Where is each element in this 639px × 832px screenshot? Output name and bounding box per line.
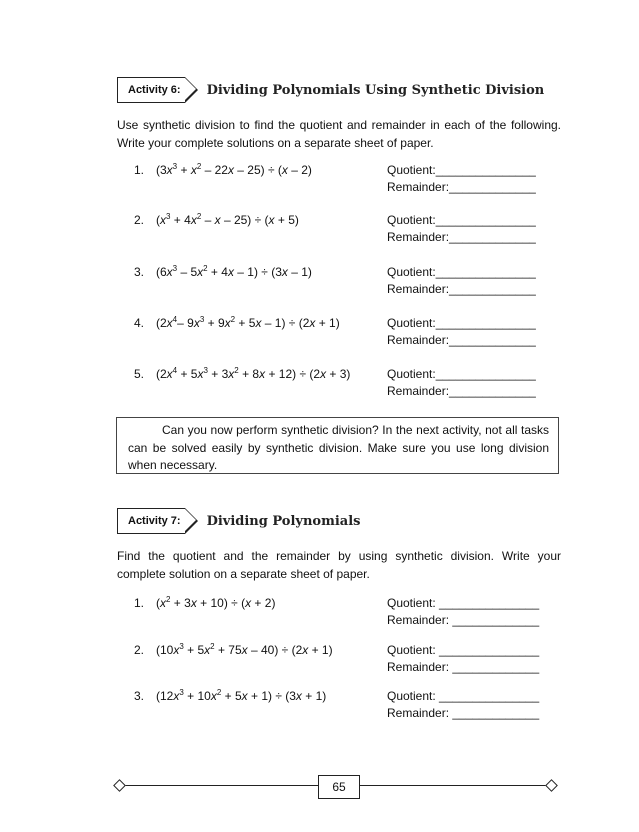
remainder-blank[interactable]: Remainder:_____________ <box>387 384 536 398</box>
footer-diamond-right <box>545 779 558 792</box>
answer-6-5 <box>387 366 536 400</box>
remainder-blank[interactable]: Remainder:_____________ <box>387 282 536 296</box>
note-box <box>116 417 559 474</box>
quotient-blank[interactable]: Quotient:_______________ <box>387 316 536 330</box>
remainder-blank[interactable]: Remainder: _____________ <box>387 706 540 720</box>
activity-7-instructions: Find the quotient and the remainder by using synthetic division. Write your complete solution on a separate sheet of paper. <box>117 549 561 581</box>
answer-7-2 <box>387 642 539 676</box>
problem-7-1: 1. $(x^2 + 3x + 10) \div (x + 2)$ <box>134 595 276 610</box>
answer-7-1 <box>387 595 539 629</box>
answer-6-2 <box>387 212 536 246</box>
answer-6-1 <box>387 162 536 196</box>
answer-6-3 <box>387 264 536 298</box>
remainder-blank[interactable]: Remainder:_____________ <box>387 333 536 347</box>
problem-7-3: 3. $(12x^3 + 10x^2 + 5x + 1) \div (3x + 1)$ <box>134 688 327 703</box>
quotient-blank[interactable]: Quotient:_______________ <box>387 265 536 279</box>
problem-6-2: 2. $(x^3 + 4x^2 - x - 25) \div (x + 5)$ <box>134 212 299 227</box>
answer-7-3 <box>387 688 539 722</box>
answer-6-4 <box>387 315 536 349</box>
problem-6-5: 5. $(2x^4 + 5x^3 + 3x^2 + 8x + 12) \div (2x + 3)$ <box>134 366 351 381</box>
quotient-blank[interactable]: Quotient:_______________ <box>387 367 536 381</box>
footer-diamond-left <box>113 779 126 792</box>
activity-6-label: Activity 6: <box>117 77 185 103</box>
activity-7-header <box>117 508 360 534</box>
problem-7-2: 2. $(10x^3 + 5x^2 + 75x - 40) \div (2x + 1)$ <box>134 642 333 657</box>
quotient-blank[interactable]: Quotient:_______________ <box>387 213 536 227</box>
remainder-blank[interactable]: Remainder: _____________ <box>387 660 540 674</box>
activity-7-title: Dividing Polynomials <box>206 513 361 529</box>
problem-6-1: 1. $(3x^3 + x^2 - 22x - 25) \div (x - 2)$ <box>134 162 312 177</box>
page-number: 65 <box>318 775 360 799</box>
note-text: Can you now perform synthetic division? In the next activity, not all tasks can be solved easily by synthetic division. Make sure you use long division when necessary. <box>128 423 549 472</box>
quotient-blank[interactable]: Quotient: _______________ <box>387 596 540 610</box>
footer-rule-right <box>358 785 550 786</box>
activity-7-label: Activity 7: <box>117 508 185 534</box>
quotient-blank[interactable]: Quotient: _______________ <box>387 643 540 657</box>
activity-6-title: Dividing Polynomials Using Synthetic Division <box>206 82 545 98</box>
activity-6-instructions: Use synthetic division to find the quotient and remainder in each of the following. Write your complete solutions on a separate sheet of paper. <box>117 118 561 150</box>
remainder-blank[interactable]: Remainder:_____________ <box>387 230 536 244</box>
footer-rule-left <box>122 785 318 786</box>
quotient-blank[interactable]: Quotient:_______________ <box>387 163 536 177</box>
remainder-blank[interactable]: Remainder: _____________ <box>387 613 540 627</box>
activity-6-header <box>117 77 544 103</box>
problem-6-4: 4. ($2x^4-$ $9x^3 + 9x^2 + 5x - 1) \div (2x + 1)$ <box>134 315 340 330</box>
problem-6-3: 3. $(6x^3 - 5x^2 + 4x - 1) \div (3x - 1)$ <box>134 264 312 279</box>
quotient-blank[interactable]: Quotient: _______________ <box>387 689 540 703</box>
remainder-blank[interactable]: Remainder:_____________ <box>387 180 536 194</box>
